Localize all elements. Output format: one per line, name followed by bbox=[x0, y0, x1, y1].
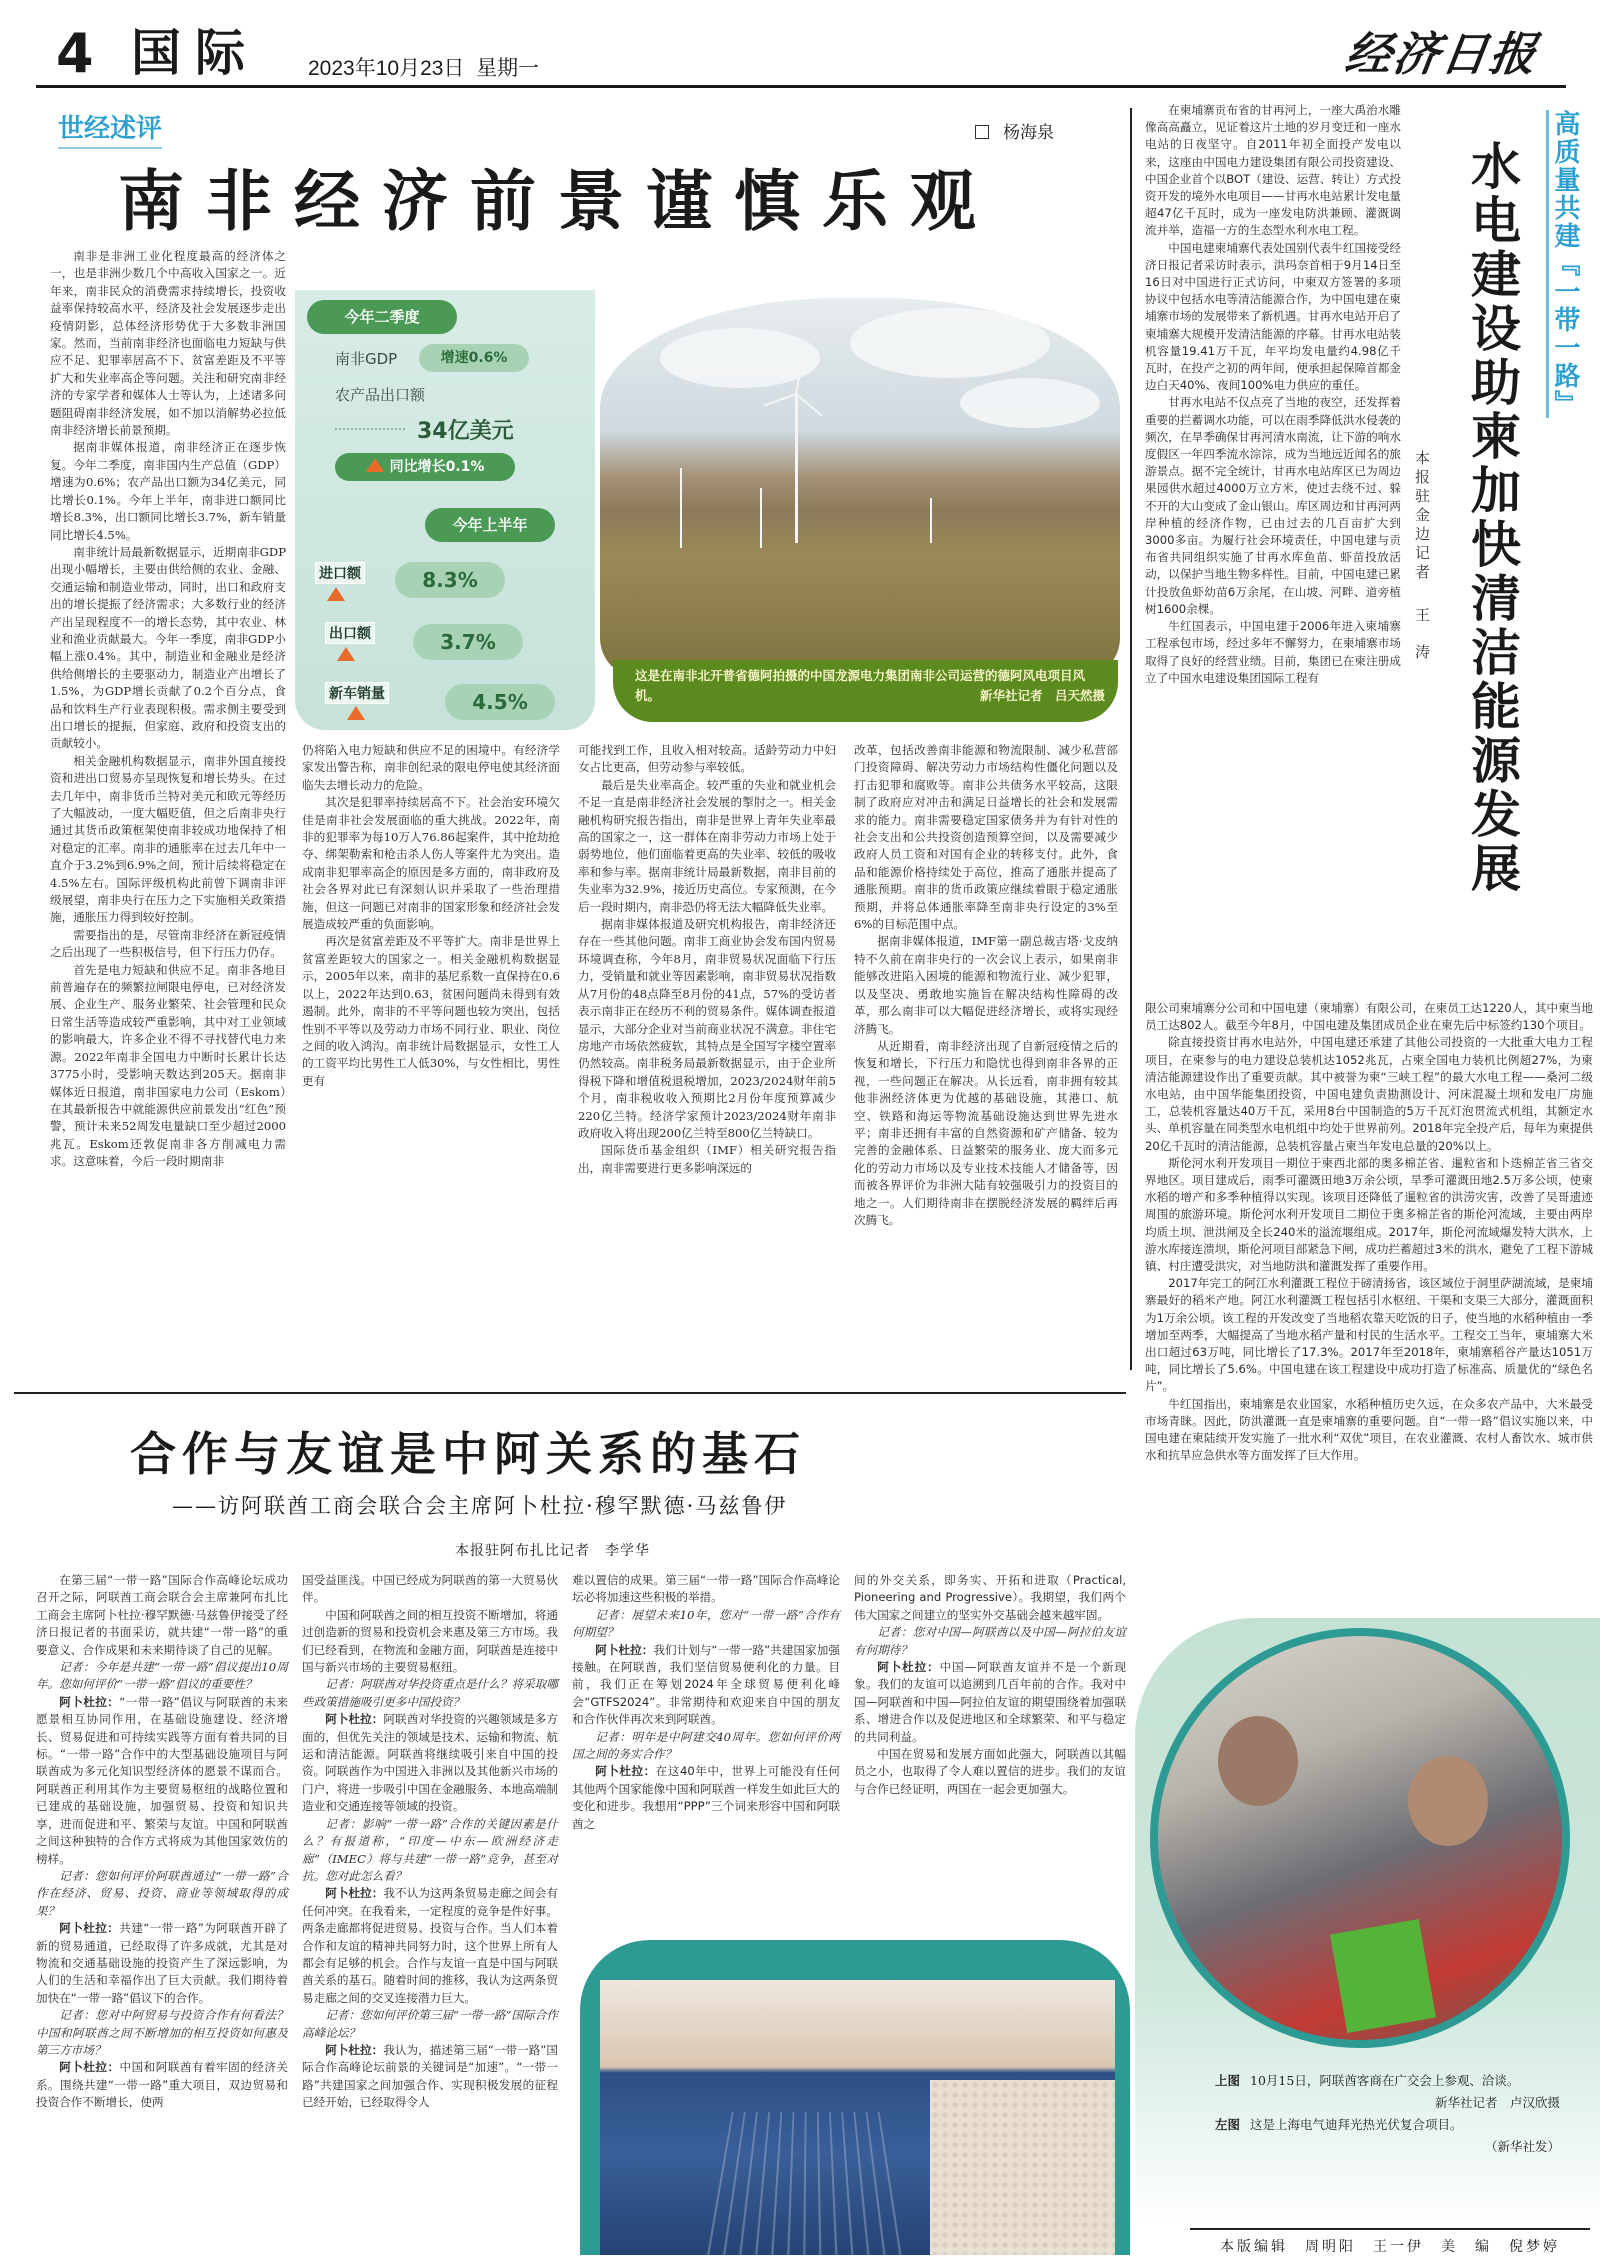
car-sales-value: 4.5% bbox=[445, 684, 555, 720]
gdp-value: 增速0.6% bbox=[419, 344, 529, 372]
right-article-headline: 水电建设助柬加快清洁能源发展 bbox=[1463, 140, 1521, 896]
paragraph: 除直接投资甘再水电站外，中国电建还承建了其他公司投资的一大批重大电力工程项目，在柬参与的电力建设总装机达1052兆瓦，占柬全国电力装机比例超27%，为柬清洁能源建设作出了重要贡献。其中被誉为柬“三峡工程”的最大水电工程——桑河二级水电站，由中国华能集团投资，中国电建负责勘测设计、河床混凝土坝和发电厂房施工，总装机容量达40万千瓦，采用8台中国制造的5万千瓦灯泡贯流式机组，其额定水头、单机容量在同类型水电机组中均处于世界前列。2018年完全投产后，每年为柬提供20亿千瓦时的清洁能源，总装机容量占柬当年发电总量的20%以上。 bbox=[1145, 1035, 1593, 1153]
paragraph: 在柬埔寨贡布省的甘再河上，一座大禹治水雕像高高矗立，见证着这片土地的岁月变迁和一座水电站的日夜坚守。自2011年初全面投产发电以来，这座由中国电力建设集团有限公司投资建设、中国企业首个以BOT（建设、运营、转让）方式投资开发的境外水电项目——甘再水电站累计发电量超47亿千瓦时，成为一座发电防洪兼顾、灌溉调流并举，造福一方的生态型水利水电工程。 bbox=[1145, 103, 1401, 238]
column-divider bbox=[1130, 108, 1132, 1370]
agri-value: 34亿美元 bbox=[417, 419, 514, 444]
answer-paragraph bbox=[302, 2042, 558, 2112]
person-silhouette bbox=[1218, 1716, 1298, 1806]
paragraph: 难以置信的成果。第三届“一带一路”国际合作高峰论坛必将加速这些积极的举措。 bbox=[572, 1573, 840, 1605]
speaker-name: 阿卜杜拉： bbox=[325, 1712, 384, 1727]
answer-paragraph bbox=[854, 1659, 1126, 1746]
agri-growth: 同比增长0.1% bbox=[389, 459, 485, 475]
caption-left bbox=[1215, 2114, 1590, 2136]
export-value: 3.7% bbox=[413, 624, 523, 660]
paragraph: 斯伦河水利开发项目一期位于柬西北部的奥多棉芷省、暹粒省和卜迭棉芷省三省交界地区。项目建成后，雨季可灌溉田地3万余公顷，旱季可灌溉田地2.5万多公顷，使柬水稻的增产和多季种植得以实现。该项目还降低了暹粒省的洪涝灾害，改善了吴哥遗迹周围的旅游环境。斯伦河水利开发项目二期位于奥多棉芷省的斯伦河流域，主要由两岸均质土坝、泄洪闸及全长240米的溢流堰组成。2017年，斯伦河流域爆发特大洪水，上游水库接连溃坝，斯伦河项目部紧急下闸，成功拦蓄超过3米的洪水，避免了工程下游城镇、村庄遭受洪灾，对当地防洪和灌溉发挥了重要作用。 bbox=[1145, 1155, 1593, 1274]
solar-project-photo bbox=[580, 1940, 1130, 2255]
wind-turbine bbox=[795, 393, 798, 543]
caption-top bbox=[1215, 2070, 1590, 2092]
paragraph: 可能找到工作，且收入相对较高。适龄劳动力中妇女占比更高，但劳动参与率较低。 bbox=[578, 743, 836, 775]
question-paragraph: 记者：明年是中阿建交40周年。您如何评价两国之间的务实合作？ bbox=[572, 1729, 840, 1762]
article1-column-3 bbox=[578, 742, 836, 1177]
import-value: 8.3% bbox=[395, 562, 505, 598]
paragraph: 再次是贫富差距及不平等扩大。南非是世界上贫富差距较大的国家之一。相关金融机构数据显示，2005年以来，南非的基尼系数一直保持在0.6以上，2022年达到0.63，贫困问题尚未得到有效遏制。此外，南非的不平等问题也较为突出，包括性别不平等以及劳动力市场不同行业、职业、岗位之间的收入鸿沟。南非统计局数据显示，女性工人的工资平均比男性工人低30%，与女性相比，男性更有 bbox=[302, 934, 560, 1088]
car-sales-label: 新车销量 bbox=[325, 682, 389, 704]
caption-text: 这是在南非北开普省德阿拍摄的中国龙源电力集团南非公司运营的德阿风电项目风机。 bbox=[635, 668, 1086, 703]
question-paragraph: 记者：您对中阿贸易与投资合作有何看法？中国和阿联酋之间不断增加的相互投资如何惠及第三方市场？ bbox=[36, 2008, 288, 2057]
byline-text: 本报驻金边记者 bbox=[1413, 450, 1431, 583]
answer-paragraph bbox=[36, 1920, 288, 2007]
infographic bbox=[295, 290, 1135, 730]
wind-farm-photo bbox=[600, 298, 1120, 678]
wind-turbine bbox=[680, 468, 682, 548]
answer-text: 我们计划与“一带一路”共建国家加强接触。在阿联酋，我们坚信贸易便利化的力量。目前，我们正在筹划2024年全球贸易便利化峰会“GTFS2024”。非常期待和欢迎来自中国的朋友和合作伙伴再次来到阿联酋。 bbox=[572, 1642, 840, 1727]
turbine-blade bbox=[764, 393, 797, 407]
paragraph: 需要指出的是，尽管南非经济在新冠疫情之后出现了一些积极信号，但下行压力仍存。 bbox=[50, 927, 286, 960]
answer-text: 在这40年中，世界上可能没有任何其他两个国家能像中国和阿联酋一样发生如此巨大的变化和进步。我想用“PPP”三个词来形容中国和阿联酋之 bbox=[572, 1764, 840, 1831]
paragraph: 牛红国指出，柬埔寨是农业国家，水稻种植历史久远，在众多农产品中，大米最受市场青睐。因此，防洪灌溉一直是柬埔寨的重要问题。自“一带一路”倡议实施以来，中国电建在柬陆续开发实施了一批水利“双优”项目，在农业灌溉、农村人畜饮水、城市供水和抗旱应急供水等方面发挥了巨大作用。 bbox=[1145, 1396, 1593, 1463]
photo-credit: 新华社记者 吕天然摄 bbox=[979, 688, 1105, 703]
author-box-icon bbox=[975, 125, 989, 139]
paragraph: 南非统计局最新数据显示，近期南非GDP出现小幅增长，主要由供给侧的农业、金融、交通运输和制造业带动，同时，出口和政府支出的增长提振了经济需求；大多数行业的经济产出呈现程度不一的增长态势，其中农业、林业和渔业贡献最大。今年一季度，南非GDP小幅上涨0.4%。其中，制造业和金融业是经济供给侧增长的主要驱动力，制造业产出增长了1.5%，为GDP增长贡献了0.2个百分点，食品和饮料生产行业表现积极。需求侧主要受到出口增长的提振，但家庭、政府和投资支出的贡献较小。 bbox=[50, 544, 286, 751]
answer-text: 我不认为这两条贸易走廊之间会有任何冲突。在我看来，一定程度的竞争是件好事。两条走廊都将促进贸易、投资与合作。当人们本着合作和友谊的精神共同努力时，这个世界上所有人都会有足够的机会。合作与友谊一直是中国与阿联酋关系的基石。随着时间的推移，我认为这两条贸易走廊之间的交叉连接潜力巨大。 bbox=[302, 1886, 558, 2005]
paragraph: 据南非媒体报道，南非经济正在逐步恢复。今年二季度，南非国内生产总值（GDP）增速为0.6%；农产品出口额为34亿美元，同比增长0.1%。今年上半年，南非进口额同比增长8.3%，出口额同比增长3.7%，新车销量同比增长4.5%。 bbox=[50, 440, 286, 542]
agri-growth-pill bbox=[335, 453, 515, 481]
photo-captions bbox=[1215, 2070, 1590, 2158]
caption-top-text: 10月15日，阿联酋客商在广交会上参观、洽谈。 bbox=[1250, 2073, 1520, 2088]
right-article-column-wide bbox=[1145, 1000, 1593, 1464]
answer-text: 阿联酋对华投资的兴趣领域是多方面的，但优先关注的领域是技术、运输和物流、航运和清洁能源。阿联酋将继续吸引来自中国的投资。阿联酋作为中国进入非洲以及其他新兴市场的门户，将进一步吸引中国在金融服务、本地高端制造业和交通连接等领域的投资。 bbox=[302, 1712, 558, 1814]
paragraph: 仍将陷入电力短缺和供应不足的困境中。有经济学家发出警告称，南非创纪录的限电停电使其经济面临失去增长动力的危险。 bbox=[302, 743, 560, 792]
interview-headline: 合作与友谊是中阿关系的基石 bbox=[130, 1427, 806, 1481]
agri-label: 农产品出口额 bbox=[335, 386, 426, 404]
paragraph: 中国和阿联酋之间的相互投资不断增加，将通过创造新的贸易和投资机会来惠及第三方市场。我们已经看到，在物流和金融方面，阿联酋是连接中国与新兴市场的主要贸易枢纽。 bbox=[302, 1607, 558, 1675]
cloud bbox=[960, 378, 1100, 428]
section-name: 国际 bbox=[131, 23, 259, 82]
canton-fair-photo bbox=[1150, 1628, 1570, 2048]
right-article-column-narrow bbox=[1145, 102, 1401, 687]
question-paragraph: 记者：影响“一带一路”合作的关键因素是什么？有报道称，“印度—中东—欧洲经济走廊”（IMEC）将与共建“一带一路”竞争，甚至对抗。您对此怎么看？ bbox=[302, 1816, 558, 1883]
answer-text: 中国和阿联酋有着牢固的经济关系。围绕共建“一带一路”重大项目，双边贸易和投资合作不断增长，使两 bbox=[36, 2060, 288, 2110]
paragraph: 改革，包括改善南非能源和物流限制、减少私营部门投资障碍、解决劳动力市场结构性僵化问题以及打击犯罪和腐败等。南非公共债务水平较高，这限制了政府应对冲击和满足日益增长的社会和发展需求的能力。南非需要稳定国家债务并为有针对性的社会支出和公共投资创造预算空间，以及需要减少政府人员工资和对国有企业的转移支付。此外，食品和能源价格持续处于高位，推高了通胀并提高了通胀预期。南非的货币政策应继续着眼于稳定通胀预期，并将总体通胀率降至南非央行设定的3%至6%的目标范围中点。 bbox=[854, 743, 1118, 932]
byline-name: 王涛 bbox=[1413, 607, 1431, 681]
caption-left-credit: （新华社发） bbox=[1484, 2139, 1560, 2154]
paragraph: 最后是失业率高企。较严重的失业和就业机会不足一直是南非经济社会发展的掣肘之一。相关金融机构研究报告指出，南非是世界上青年失业率最高的国家之一，这一群体在南非劳动力市场上处于弱势地位，他们面临着更高的失业率、较低的吸收率和参与率。据南非统计局最新数据，南非目前的失业率为32.9%，接近历史高位。专家预测，在今后一段时期内，南非恐仍将无法大幅降低失业率。 bbox=[578, 777, 836, 914]
caption-top-credit: 新华社记者 卢汉欣摄 bbox=[1434, 2095, 1560, 2110]
speaker-name: 阿卜杜拉： bbox=[59, 1694, 120, 1709]
paragraph: 国际货币基金组织（IMF）相关研究报告指出，南非需要进行更多影响深远的 bbox=[578, 1143, 836, 1175]
speaker-name: 阿卜杜拉： bbox=[877, 1660, 940, 1675]
speaker-name: 阿卜杜拉： bbox=[325, 1886, 384, 1901]
question-paragraph: 记者：您如何评价第三届“一带一路”国际合作高峰论坛？ bbox=[302, 2008, 558, 2040]
import-label: 进口额 bbox=[315, 562, 365, 584]
publication-date bbox=[308, 52, 539, 82]
question-paragraph: 记者：您对中国—阿联酋以及中国—阿拉伯友谊有何期待？ bbox=[854, 1625, 1126, 1657]
caption-top-label: 上图 bbox=[1215, 2073, 1241, 2088]
series-kicker: 高质量共建『一带一路』 bbox=[1546, 110, 1580, 418]
article1-column-2 bbox=[302, 742, 560, 1090]
speaker-name: 阿卜杜拉： bbox=[325, 2042, 384, 2057]
answer-text: 我认为，描述第三届“一带一路”国际合作高峰论坛前景的关键词是“加速”。“一带一路”共建国家之间加强合作、实现积极发展的征程已经开始，已经取得令人 bbox=[302, 2042, 558, 2110]
paragraph: 南非是非洲工业化程度最高的经济体之一，也是非洲少数几个中高收入国家之一。近年来，南非民众的消费需求持续增长，投资收益率保持较高水平，经济及社会发展逐步走出疫情阴影，总体经济形势优于大多数非洲国家。然而，当前南非经济也面临电力短缺与供应不足、犯罪率居高不下、贫富差距及不平等扩大和失业率高企等问题。关注和研究南非经济的专家学者和媒体人士等认为，上述诸多问题阻碍南非经济发展，如不加以消解势必拉低南非经济增长前景预期。 bbox=[50, 249, 286, 438]
right-article-byline bbox=[1412, 450, 1433, 681]
solar-field bbox=[600, 1980, 1115, 2255]
paragraph: 间的外交关系，即务实、开拓和进取（Practical, Pioneering and Progressive）。我期望，我们两个伟大国家之间建立的坚实外交基础会越来越牢固。 bbox=[854, 1573, 1126, 1622]
article-author bbox=[975, 118, 1054, 143]
gdp-label: 南非GDP bbox=[335, 350, 398, 368]
speaker-name: 阿卜杜拉： bbox=[595, 1642, 654, 1657]
speaker-name: 阿卜杜拉： bbox=[59, 2060, 120, 2075]
interview-column-4 bbox=[854, 1572, 1126, 1798]
section-divider bbox=[14, 1392, 1126, 1394]
answer-paragraph bbox=[572, 1642, 840, 1729]
turbine-blade bbox=[795, 393, 822, 416]
solar-panels bbox=[704, 2112, 916, 2255]
interview-column-2 bbox=[302, 1572, 558, 2112]
wind-turbine bbox=[760, 488, 762, 548]
paragraph: 首先是电力短缺和供应不足。南非各地目前普遍存在的频繁拉闸限电停电，已对经济发展、企业生产、服务业繁荣、社会管理和民众日常生活等造成较严重影响，其中对工业领域的影响最大，许多企业不得不寻找替代电力来源。2022年南非全国电力中断时长累计长达3775小时，受影响天数达到205天。据南非媒体近日报道，南非国家电力公司（Eskom）在其最新报告中就能源供应前景发出“红色”预警，预计未来52周发电量缺口至少超过2000兆瓦。Eskom还敦促南非各方削减电力需求。这意味着，今后一段时期南非 bbox=[50, 962, 286, 1169]
wind-turbine bbox=[930, 498, 932, 543]
paragraph: 相关金融机构数据显示，南非外国直接投资和进出口贸易亦呈现恢复和增长势头。在过去几年中，南非货币兰特对美元和欧元等经历了大幅波动，一度大幅贬值，但之后南非央行通过其货币政策框架使南非较成功地保持了相对稳定的汇率。南非的通胀率在过去几年中一直介于3.2%到6.9%之间，预计后续将稳定在4.5%左右。国际评级机构此前曾下调南非评级展望，南非央行在压力之下实施相关政策措施，通胀压力得到较好控制。 bbox=[50, 753, 286, 925]
paragraph: 据南非媒体报道及研究机构报告，南非经济还存在一些其他问题。南非工商业协会发布国内贸易环境调查称，今年8月，南非贸易状况面临下行压力，受销量和就业等因素影响，南非贸易状况指数从7月份的48点降至8月份的41点，57%的受访者表示南非正在经历不利的贸易条件。媒体调查报道显示，大部分企业对当前商业状况不满意。非住宅房地产市场依然疲软，其特点是全国写字楼空置率仍然较高。南非税务局最新数据显示，由于企业所得税下降和增值税退税增加，2023/2024财年前5个月，南非税收收入预期比2月份年度预算减少220亿兰特。经济学家预计2023/2024财年南非政府收入将出现200亿兰特至800亿兰特缺口。 bbox=[578, 917, 836, 1140]
answer-paragraph bbox=[572, 1763, 840, 1833]
paragraph: 中国电建柬埔寨代表处国别代表牛红国接受经济日报记者采访时表示，洪玛奈首相于9月14日至16日对中国进行正式访问，中柬双方签署的多项协议中包括水电等清洁能源合作，为中国电建在柬埔寨市场的发展带来了新机遇。甘再水电站开启了柬埔寨大规模开发清洁能源的序幕。甘再水电站装机容量19.41万千瓦，年平均发电量约4.98亿千瓦时，在投产之初的两年间，便承担起保障首都金边白天40%、夜间100%电力供应的重任。 bbox=[1145, 240, 1401, 393]
article1-column-4 bbox=[854, 742, 1118, 1229]
answer-text: 中国—阿联酋友谊并不是一个新现象。我们的友谊可以追溯到几百年前的合作。我对中国—阿联酋和中国—阿拉伯友谊的期望围绕着加强联系、增进合作以及促进地区和全球繁荣、和平与稳定的共同利益。 bbox=[854, 1660, 1126, 1744]
weekday-text: 星期一 bbox=[476, 57, 540, 80]
answer-text: 共建“一带一路”为阿联酋开辟了新的贸易通道，已经取得了许多成就，尤其是对物流和交通基础设施的投资产生了深远影响，为人们的生活和幸福作出了巨大贡献。我们期待着加快在“一带一路”倡议下的合作。 bbox=[36, 1921, 288, 2005]
paragraph: 限公司柬埔寨分公司和中国电建（柬埔寨）有限公司，在柬员工达1220人，其中柬当地员工达802人。截至今年8月，中国电建及集团成员企业在柬先后中标签约130个项目。 bbox=[1145, 1001, 1593, 1033]
answer-paragraph bbox=[36, 2059, 288, 2111]
person-silhouette bbox=[1408, 1756, 1488, 1846]
paragraph: 从近期看，南非经济出现了自新冠疫情之后的恢复和增长，下行压力和隐忧也得到南非各界的正视，一些问题正在解决。从长远看，南非拥有较其他非洲经济体更为优越的基础设施，其港口、航空、铁路和海运等物流基础设施达到世界先进水平；南非还拥有丰富的自然资源和矿产储备、较为完善的金融体系、日益繁荣的服务业、庞大而多元化的劳动力市场以及专业技术技能人才储备等，因而被各界评价为非洲大陆有较强吸引力的投资目的地之一。人们期待南非在摆脱经济发展的羁绊后再次腾飞。 bbox=[854, 1038, 1118, 1227]
answer-paragraph bbox=[302, 1711, 558, 1815]
interview-column-1 bbox=[36, 1572, 288, 2112]
cloud bbox=[660, 328, 820, 388]
export-label: 出口额 bbox=[325, 622, 375, 644]
page-number: 4 bbox=[56, 22, 94, 85]
up-arrow-icon bbox=[327, 587, 345, 601]
question-paragraph: 记者：今年是共建“一带一路”倡议提出10周年。您如何评价“一带一路”倡议的重要性？ bbox=[36, 1660, 288, 1692]
answer-text: “一带一路”倡议与阿联酋的未来愿景相互协同作用，在基础设施建设、经济增长、贸易促进和可持续实践等方面有着共同的目标。“一带一路”合作中的大型基础设施项目与阿联酋成为多元化知识型经济体的愿景不谋而合。阿联酋正利用其作为主要贸易枢纽的战略位置和已建成的基础设施，加强贸易、投资和知识共享，进而促进和平、繁荣与友谊。中国和阿联酋之间这种独特的合作方式将成为其他国家效仿的榜样。 bbox=[36, 1694, 288, 1866]
article1-column-1 bbox=[50, 248, 286, 1171]
question-paragraph: 记者：阿联酋对华投资重点是什么？将采取哪些政策措施吸引更多中国投资？ bbox=[302, 1677, 558, 1709]
newspaper-logo: 经济日报 bbox=[1341, 27, 1542, 81]
caption-left-label: 左图 bbox=[1215, 2117, 1241, 2132]
question-paragraph: 记者：展望未来10年，您对“一带一路”合作有何期望？ bbox=[572, 1607, 840, 1640]
paragraph: 在第三届“一带一路”国际合作高峰论坛成功召开之际，阿联酋工商会联合会主席兼阿布扎比工商会主席阿卜杜拉·穆罕默德·马兹鲁伊接受了经济日报记者的书面采访，就共建“一带一路”的重要意义、合作成果和未来期待谈了自己的见解。 bbox=[36, 1573, 288, 1657]
green-folder bbox=[1330, 1919, 1436, 2033]
date-text: 2023年10月23日 bbox=[308, 57, 465, 80]
masthead bbox=[36, 18, 1566, 88]
caption-left-text: 这是上海电气迪拜光热光伏复合项目。 bbox=[1250, 2117, 1463, 2132]
dotted-leader bbox=[335, 428, 405, 430]
paragraph: 据南非媒体报道，IMF第一副总裁吉塔·戈皮纳特不久前在南非央行的一次会议上表示，如果南非能够改进陷入困境的能源和物流行业、减少犯罪，以及坚决、勇敢地实施旨在解决结构性障碍的改革，那么南非可以大幅促进经济增长，或将实现经济腾飞。 bbox=[854, 934, 1118, 1036]
speaker-name: 阿卜杜拉： bbox=[595, 1764, 656, 1779]
question-paragraph: 记者：您如何评价阿联酋通过“一带一路”合作在经济、贸易、投资、商业等领域取得的成果？ bbox=[36, 1868, 288, 1918]
paragraph: 2017年完工的阿江水利灌溉工程位于磅清扬省，该区域位于洞里萨湖流域，是柬埔寨最好的稻米产地。阿江水利灌溉工程包括引水枢纽、干渠和支渠三大部分，灌溉面积为1万余公顷。该工程的开发改变了当地稻农靠天吃饭的日子，使当地的水稻种植由一季增加至两季，大幅提高了当地水稻产量和村民的生活水平。工程交工当年，柬埔寨大米出口超过63万吨，同比增长了17.3%。2017年至2018年，柬埔寨稻谷产量达1051万吨，同比增长了5.6%。中国电建在该工程建设中成功打造了标准高、质量优的“绿色名片”。 bbox=[1145, 1276, 1593, 1394]
paragraph: 甘再水电站不仅点亮了当地的夜空，还发挥着重要的拦蓄调水功能，可以在雨季降低洪水侵袭的频次，在旱季确保甘再河清水南流，让下游的响水度假区一年四季流水淙淙，成为当地远近闻名的旅游景点。据不完全统计，甘再水电站库区已为周边果园供水超过4000万立方米，使过去绕不过、躲不开的大山变成了金山银山。库区周边和甘再河两岸种植的经济作物，已由过去的几百亩扩大到3000多亩。为履行社会环境责任，中国电建与贡布省共同组织实施了甘再水库鱼苗、虾苗投放活动，以保护当地生物多样性。目前，中国电建已累计投放鱼虾幼苗6万余尾，在山坡、河畔、道旁植树1600余棵。 bbox=[1145, 395, 1401, 616]
article-headline: 南非经济前景谨慎乐观 bbox=[118, 163, 998, 240]
heliostat-field bbox=[930, 2080, 1115, 2255]
paragraph: 中国在贸易和发展方面如此强大，阿联酋以其幅员之小，也取得了令人难以置信的进步。我们的友谊与合作已经证明，两国在一起会更加强大。 bbox=[854, 1747, 1126, 1796]
interview-column-3 bbox=[572, 1572, 840, 1833]
answer-paragraph bbox=[36, 1694, 288, 1868]
paragraph: 其次是犯罪率持续居高不下。社会治安环境欠佳是南非社会发展面临的重大挑战。2022年，南非的犯罪率为每10万人76.86起案件，其中抢劫抢夺、绑架勒索和枪击杀人伤人等案件尤为突出。造成南非犯罪率高企的原因是多方面的，南非政府及社会各界对此已有深刻认识并采取了一些治理措施，但这一问题已对南非的国家形象和经济社会发展造成较严重的负面影响。 bbox=[302, 795, 560, 932]
cloud bbox=[850, 308, 1050, 378]
interview-subhead: ——访阿联酋工商会联合会主席阿卜杜拉·穆罕默德·马兹鲁伊 bbox=[172, 1494, 788, 1518]
page-editors: 本版编辑 周明阳 王一伊 美 编 倪梦婷 bbox=[1190, 2228, 1590, 2256]
up-arrow-icon bbox=[337, 647, 355, 661]
up-arrow-icon bbox=[366, 458, 384, 472]
photo-caption bbox=[635, 666, 1105, 706]
author-name: 杨海泉 bbox=[1003, 123, 1054, 143]
answer-paragraph bbox=[302, 1885, 558, 2007]
paragraph: 国受益匪浅。中国已经成为阿联酋的第一大贸易伙伴。 bbox=[302, 1573, 558, 1605]
h1-title: 今年上半年 bbox=[425, 508, 555, 542]
speaker-name: 阿卜杜拉： bbox=[59, 1921, 120, 1936]
q2-title: 今年二季度 bbox=[307, 300, 457, 334]
paragraph: 牛红国表示，中国电建于2006年进入柬埔寨工程承包市场，经过多年不懈努力，在柬埔寨市场取得了良好的经营业绩。目前，集团已在柬注册成立了中国水电建设集团国际工程有 bbox=[1145, 619, 1401, 685]
interview-byline: 本报驻阿布扎比记者 李学华 bbox=[455, 1543, 650, 1559]
column-kicker: 世经述评 bbox=[58, 108, 162, 149]
up-arrow-icon bbox=[347, 706, 365, 720]
